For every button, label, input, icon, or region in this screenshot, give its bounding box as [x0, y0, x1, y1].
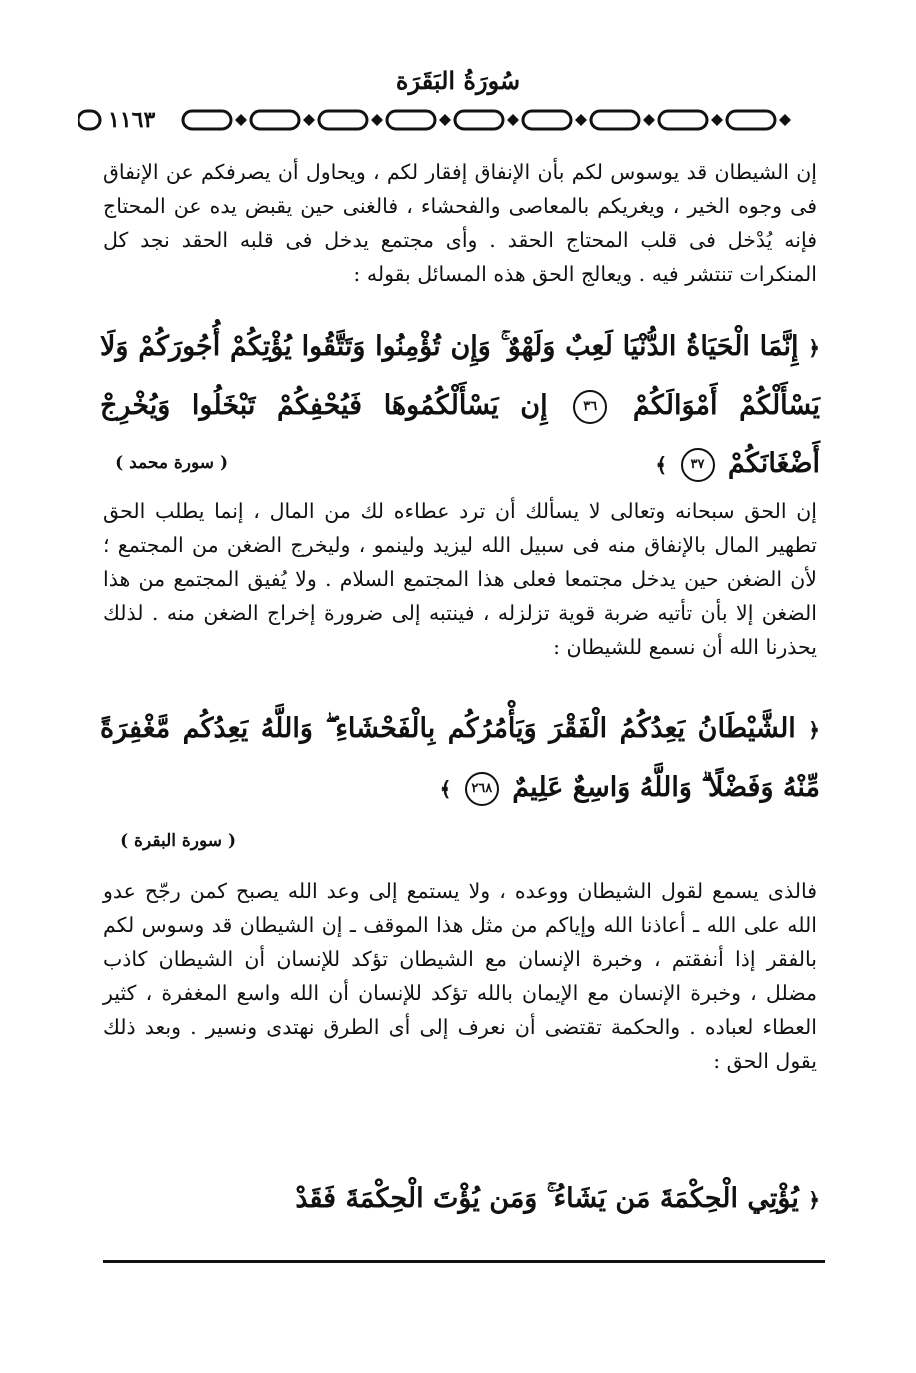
close-ornament-icon: ﴾: [439, 777, 452, 801]
ayah-number-marker: ٣٦: [573, 390, 607, 424]
paragraph-1: [103, 155, 817, 291]
page-number: ١١٦٣: [104, 103, 159, 137]
paragraph-text: فالذى يسمع لقول الشيطان ووعده ، ولا يستمع إلى وعد الله يصبح كمن رجّح عدو الله على الله ـ أعاذنا الله وإياكم من مثل هذا الموقف ـ إن الشيطان قد وسوس لكم بالفقر إذا أنفقتم ، وخبرة الإنسان مع الشيطان تؤكد للإنسان أن الشيطان كاذب مضلل ، وخبرة الإنسان مع الإيمان بالله تؤكد للإنسان أن الله واسع المغفرة ، كثير العطاء لعباده . والحكمة تقتضى أن نعرف إلى أى الطرق نهتدى ونسير . وبعد ذلك يقول الحق :: [103, 879, 817, 1073]
verse-block-2: [100, 700, 820, 818]
verse-source-label: ( سورة محمد ): [115, 453, 228, 473]
ornamental-header-border: [78, 103, 823, 137]
verse-text: [100, 700, 820, 818]
paragraph-text: إن الحق سبحانه وتعالى لا يسألك أن ترد عطاءه لك من المال ، إنما يطلب الحق تطهير المال بالإنفاق منه فى سبيل الله ليزيد ولينمو ، وليخرج الضغن من المجتمع ؛ لأن الضغن حين يدخل مجتمعا فعلى هذا المجتمع السلام . ولا يُفيق المجتمع من هذا الضغن إلا بأن تأتيه ضربة قوية تزلزله ، فينتبه إلى ضرورة إخراج الضغن منه . لذلك يحذرنا الله أن نسمع للشيطان :: [103, 499, 817, 659]
paragraph-3: [103, 874, 817, 1078]
bottom-divider-line: [103, 1260, 825, 1263]
verse-source-label: ( سورة البقرة ): [120, 831, 236, 851]
verse-part-2: إِن يَسْأَلْكُمُوهَا فَيُحْفِكُمْ تَبْخَلُوا وَيُخْرِجْ أَضْغَانَكُمْ: [100, 390, 820, 479]
verse-text: [100, 1170, 820, 1229]
surah-title: سُورَةُ البَقَرَة: [395, 66, 521, 95]
ayah-number-marker: ٢٦٨: [465, 772, 499, 806]
verse-part-1: الشَّيْطَانُ يَعِدُكُمُ الْفَقْرَ وَيَأْمُرُكُم بِالْفَحْشَاءِ ۖ وَاللَّهُ يَعِدُكُم مَّغْفِرَةً مِّنْهُ وَفَضْلًا ۗ وَاللَّهُ وَاسِعٌ عَلِيمٌ: [100, 713, 820, 803]
paragraph-2: [103, 494, 817, 664]
open-ornament-icon: ﴿: [808, 1188, 820, 1212]
open-ornament-icon: ﴿: [808, 718, 820, 742]
close-ornament-icon: ﴾: [655, 453, 668, 477]
open-ornament-icon: ﴿: [808, 336, 820, 360]
ayah-number-marker: ٣٧: [681, 448, 715, 482]
verse-part-1: إِنَّمَا الْحَيَاةُ الدُّنْيَا لَعِبٌ وَلَهْوٌ ۚ وَإِن تُؤْمِنُوا وَتَتَّقُوا يُؤْتِكُمْ أُجُورَكُمْ وَلَا يَسْأَلْكُمْ أَمْوَالَكُمْ: [100, 331, 821, 421]
paragraph-text: إن الشيطان قد يوسوس لكم بأن الإنفاق إفقار لكم ، ويحاول أن يصرفكم عن الإنفاق فى وجوه الخير ، ويغريكم بالمعاصى والفحشاء ، فالغنى حين يقبض يده عن المحتاج فإنه يُدْخل فى قلب المحتاج الحقد . وأى مجتمع يدخل فى قلبه الحقد نجد كل المنكرات تنتشر فيه . ويعالج الحق هذه المسائل بقوله :: [103, 160, 817, 286]
ornament-chain-icon: [78, 103, 823, 137]
verse-block-3: [100, 1170, 820, 1229]
verse-part-1: يُؤْتِي الْحِكْمَةَ مَن يَشَاءُ ۚ وَمَن يُؤْتَ الْحِكْمَةَ فَقَدْ: [295, 1183, 799, 1214]
